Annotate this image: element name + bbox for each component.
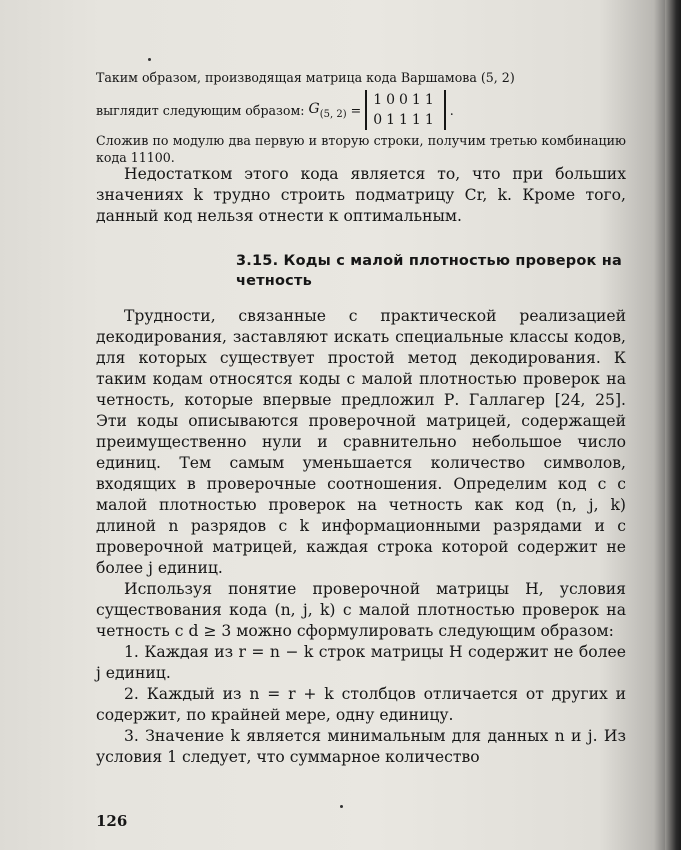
matrix-period: .: [449, 102, 454, 118]
matrix-lead-text: выглядит следующим образом:: [96, 102, 305, 118]
body-text: [96, 306, 626, 768]
paragraph-2: Используя понятие проверочной матрицы H, условия существования кода (n, j, k) с малой плотностью проверок на четность с d ≥ 3 можно сформулировать следующим образом:: [96, 580, 626, 640]
sum-note: Сложив по модулю два первую и вторую строки, получим третью комбинацию кода 11100.: [96, 133, 626, 165]
matrix-equals: =: [350, 102, 362, 118]
section-heading: 3.15. Коды с малой плотностью проверок на четность: [236, 253, 622, 289]
condition-1: 1. Каждая из r = n − k строк матрицы H содержит не более j единиц.: [96, 643, 626, 682]
drawback-paragraph: Недостатком этого кода является то, что при больших значениях k трудно строить подматрицу Cr, k. Кроме того, данный код нельзя отнести к оптимальным.: [96, 165, 626, 225]
print-speck: [340, 805, 343, 808]
matrix-name: $G_{(5, 2)}$: [308, 100, 347, 120]
matrix-row: 01111: [373, 112, 438, 128]
matrix-row: 10011: [373, 92, 438, 108]
intro-line: Таким образом, производящая матрица кода Варшамова (5, 2): [96, 70, 515, 85]
page-number: 126: [96, 812, 128, 830]
condition-2: 2. Каждый из n = r + k столбцов отличается от других и содержит, по крайней мере, одну единицу.: [96, 685, 626, 724]
page-binding-shadow: [665, 0, 681, 850]
matrix-expression: [96, 90, 454, 130]
paragraph-1: Трудности, связанные с практической реализацией декодирования, заставляют искать специальные классы кодов, для которых существует простой метод декодирования. К таким кодам относятся коды с малой плотностью проверок на четность, которые впервые предложил Р. Галлагер [24, 25]. Эти коды описываются проверочной матрицей, содержащей преимущественно нули и сравнительно небольшое число единиц. Тем самым уменьшается количество символов, входящих в проверочные соотношения. Определим код с с малой плотностью проверок на четность как код (n, j, k) длиной n разрядов с k информационными разрядами и с проверочной матрицей, каждая строка которой содержит не более j единиц.: [96, 307, 626, 577]
condition-3: 3. Значение k является минимальным для данных n и j. Из условия 1 следует, что суммарное количество: [96, 727, 626, 766]
generator-matrix: [365, 90, 446, 130]
print-speck: [148, 58, 151, 61]
